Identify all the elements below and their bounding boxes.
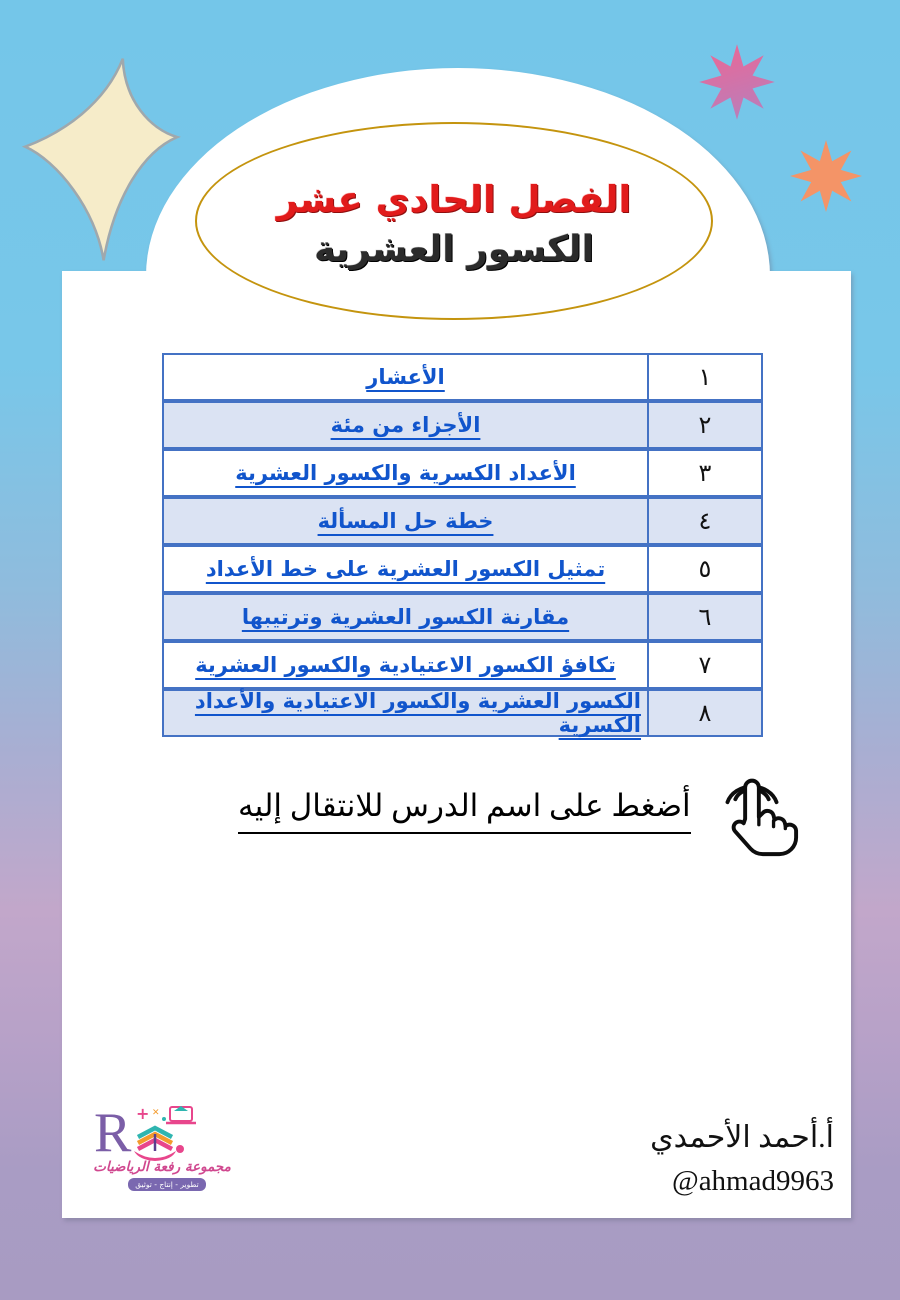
chapter-subtitle: الكسور العشرية	[314, 229, 594, 270]
logo-graphic	[92, 1103, 232, 1161]
rifaa-math-logo	[92, 1103, 242, 1191]
author-name: أ.أحمد الأحمدي	[650, 1121, 834, 1154]
lesson-link-2[interactable]: الأجزاء من مئة	[330, 413, 481, 437]
lesson-number: ٨	[647, 691, 761, 735]
author-signature	[650, 1120, 834, 1198]
lesson-link-7[interactable]: تكافؤ الكسور الاعتيادية والكسور العشرية	[195, 653, 616, 677]
click-instruction-text: أضغط على اسم الدرس للانتقال إليه	[238, 788, 691, 834]
lesson-number: ٥	[647, 547, 761, 591]
lesson-number: ٣	[647, 451, 761, 495]
author-handle: @ahmad9963	[671, 1165, 834, 1197]
table-row	[164, 403, 761, 451]
table-row	[164, 691, 761, 735]
lesson-cell	[164, 547, 647, 591]
svg-text:✕: ✕	[152, 1108, 160, 1118]
table-row	[164, 595, 761, 643]
lesson-cell	[164, 403, 647, 447]
lesson-cell	[164, 643, 647, 687]
lesson-cell	[164, 691, 647, 735]
lesson-link-6[interactable]: مقارنة الكسور العشرية وترتيبها	[241, 605, 570, 629]
lesson-cell	[164, 595, 647, 639]
lesson-cell	[164, 355, 647, 399]
logo-letter-r: R	[94, 1103, 132, 1161]
table-row	[164, 643, 761, 691]
lesson-number: ٧	[647, 643, 761, 687]
lesson-number: ٦	[647, 595, 761, 639]
lesson-number: ١	[647, 355, 761, 399]
table-row	[164, 451, 761, 499]
table-row	[164, 547, 761, 595]
lessons-table	[162, 353, 763, 737]
lesson-number: ٢	[647, 403, 761, 447]
logo-badge: تطوير - إنتاج - توثيق	[128, 1178, 205, 1191]
tap-hand-icon	[701, 762, 803, 860]
lesson-link-5[interactable]: تمثيل الكسور العشرية على خط الأعداد	[205, 557, 606, 581]
lesson-number: ٤	[647, 499, 761, 543]
chapter-title-oval	[195, 122, 713, 320]
click-instruction	[238, 762, 803, 860]
table-row	[164, 355, 761, 403]
lesson-link-1[interactable]: الأعشار	[366, 365, 445, 389]
table-row	[164, 499, 761, 547]
lesson-cell	[164, 499, 647, 543]
lesson-link-4[interactable]: خطة حل المسألة	[317, 509, 494, 533]
logo-group-name: مجموعة رفعة الرياضيات	[93, 1159, 231, 1175]
svg-text:+: +	[136, 1104, 150, 1123]
lesson-cell	[164, 451, 647, 495]
chapter-title: الفصل الحادي عشر	[276, 178, 632, 221]
lesson-link-3[interactable]: الأعداد الكسرية والكسور العشرية	[235, 461, 576, 485]
lesson-link-8[interactable]: الكسور العشرية والكسور الاعتيادية والأعداد الكسرية	[194, 689, 641, 737]
